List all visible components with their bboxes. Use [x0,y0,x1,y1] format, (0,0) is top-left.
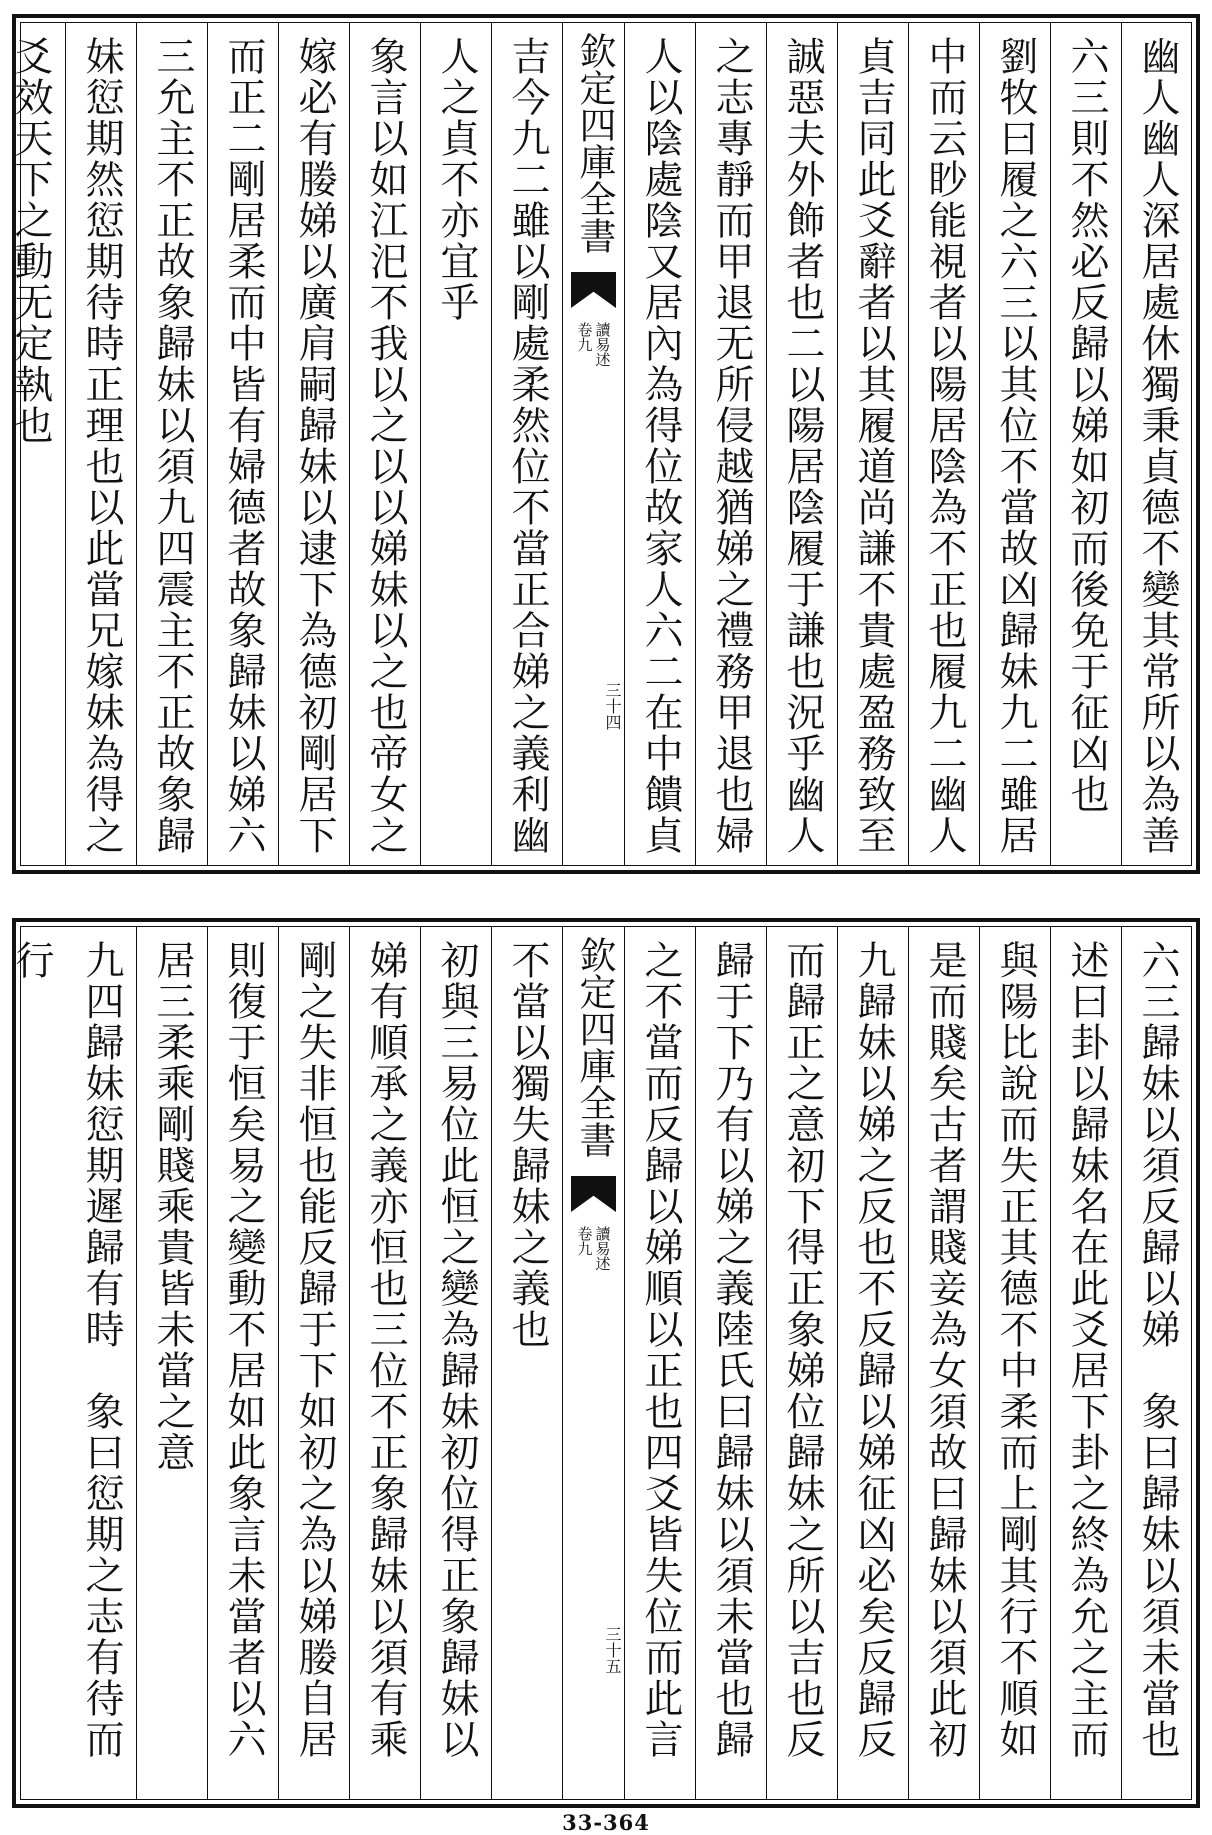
volume-number: 卷九 [575,1226,594,1256]
center-fold-column [562,926,624,1800]
book-info [567,322,620,367]
text-column: 吉今九二雖以剛處柔然位不當正合娣之義利幽 [491,22,562,866]
text-column: 九歸妹以娣之反也不反歸以娣征凶必矣反歸反 [837,926,908,1800]
text-column: 嫁必有媵娣以廣肩嗣歸妹以逮下為德初剛居下 [278,22,349,866]
text-column: 與陽比說而失正其德不中柔而上剛其行不順如 [979,926,1050,1800]
text-column: 誠惡夫外飾者也二以陽居陰履于謙也況乎幽人 [766,22,837,866]
text-column: 幽人幽人深居處休獨秉貞德不變其常所以為善 [1121,22,1192,866]
fishtail-mark [571,1176,616,1212]
text-column: 歸于下乃有以娣之義陸氏曰歸妹以須未當也歸 [695,926,766,1800]
text-column: 述曰卦以歸妹名在此爻居下卦之終為允之主而 [1050,926,1121,1800]
text-column: 而正二剛居柔而中皆有婦德者故象歸妹以娣六 [207,22,278,866]
book-info [567,1226,620,1271]
leaf-number: 三十四 [603,682,622,730]
text-column: 則復于恒矣易之變動不居如此象言未當者以六 [207,926,278,1800]
fishtail-mark [571,272,616,308]
volume-number: 卷九 [575,322,594,352]
text-column: 剛之失非恒也能反歸于下如初之為以娣媵自居 [278,926,349,1800]
text-column: 初與三易位此恒之變為歸妹初位得正象歸妹以 [420,926,491,1800]
text-column: 妹愆期然愆期待時正理也以此當兄嫁妹為得之 [65,22,136,866]
top-page-columns [8,22,1192,866]
text-column: 之志專靜而甲退无所侵越猶娣之禮務甲退也婦 [695,22,766,866]
text-column: 劉牧曰履之六三以其位不當故凶歸妹九二雖居 [979,22,1050,866]
text-column: 不當以獨失歸妹之義也 [491,926,562,1800]
text-column: 象言以如江汜不我以之以以娣妹以之也帝女之 [349,22,420,866]
text-column: 六三則不然必反歸以娣如初而後免于征凶也 [1050,22,1121,866]
text-column: 人之貞不亦宜乎 [420,22,491,866]
book-series-title: 欽定四庫全書 [573,936,616,1158]
text-column: 六三歸妹以須反歸以娣 象曰歸妹以須未當也 [1121,926,1192,1800]
page-number: 33-364 [562,1810,650,1835]
book-name: 讀易述 [593,322,612,367]
text-column: 娣有順承之義亦恒也三位不正象歸妹以須有乘 [349,926,420,1800]
text-column: 爻效天下之動无定執也 [8,36,53,446]
text-column: 貞吉同此爻辭者以其履道尚謙不貴處盈務致至 [837,22,908,866]
center-fold-column [562,22,624,866]
text-column: 居三柔乘剛賤乘貴皆未當之意 [136,926,207,1800]
text-column: 而歸正之意初下得正象娣位歸妹之所以吉也反 [766,926,837,1800]
bottom-page-columns [9,926,1192,1800]
bottom-page-frame [9,918,1200,1808]
text-column: 中而云眇能視者以陽居陰為不正也履九二幽人 [908,22,979,866]
leaf-number: 三十五 [603,1626,622,1674]
text-column: 人以陰處陰又居內為得位故家人六二在中饋貞 [624,22,695,866]
text-column: 是而賤矣古者謂賤妾為女須故曰歸妹以須此初 [908,926,979,1800]
text-column: 之不當而反歸以娣順以正也四爻皆失位而此言 [624,926,695,1800]
text-column: 九四歸妹愆期遲歸有時 象曰愆期之志有待而行 [0,926,136,1800]
book-name: 讀易述 [593,1226,612,1271]
text-column: 三允主不正故象歸妹以須九四震主不正故象歸 [136,22,207,866]
top-page-frame [8,14,1200,874]
book-series-title: 欽定四庫全書 [573,32,616,254]
